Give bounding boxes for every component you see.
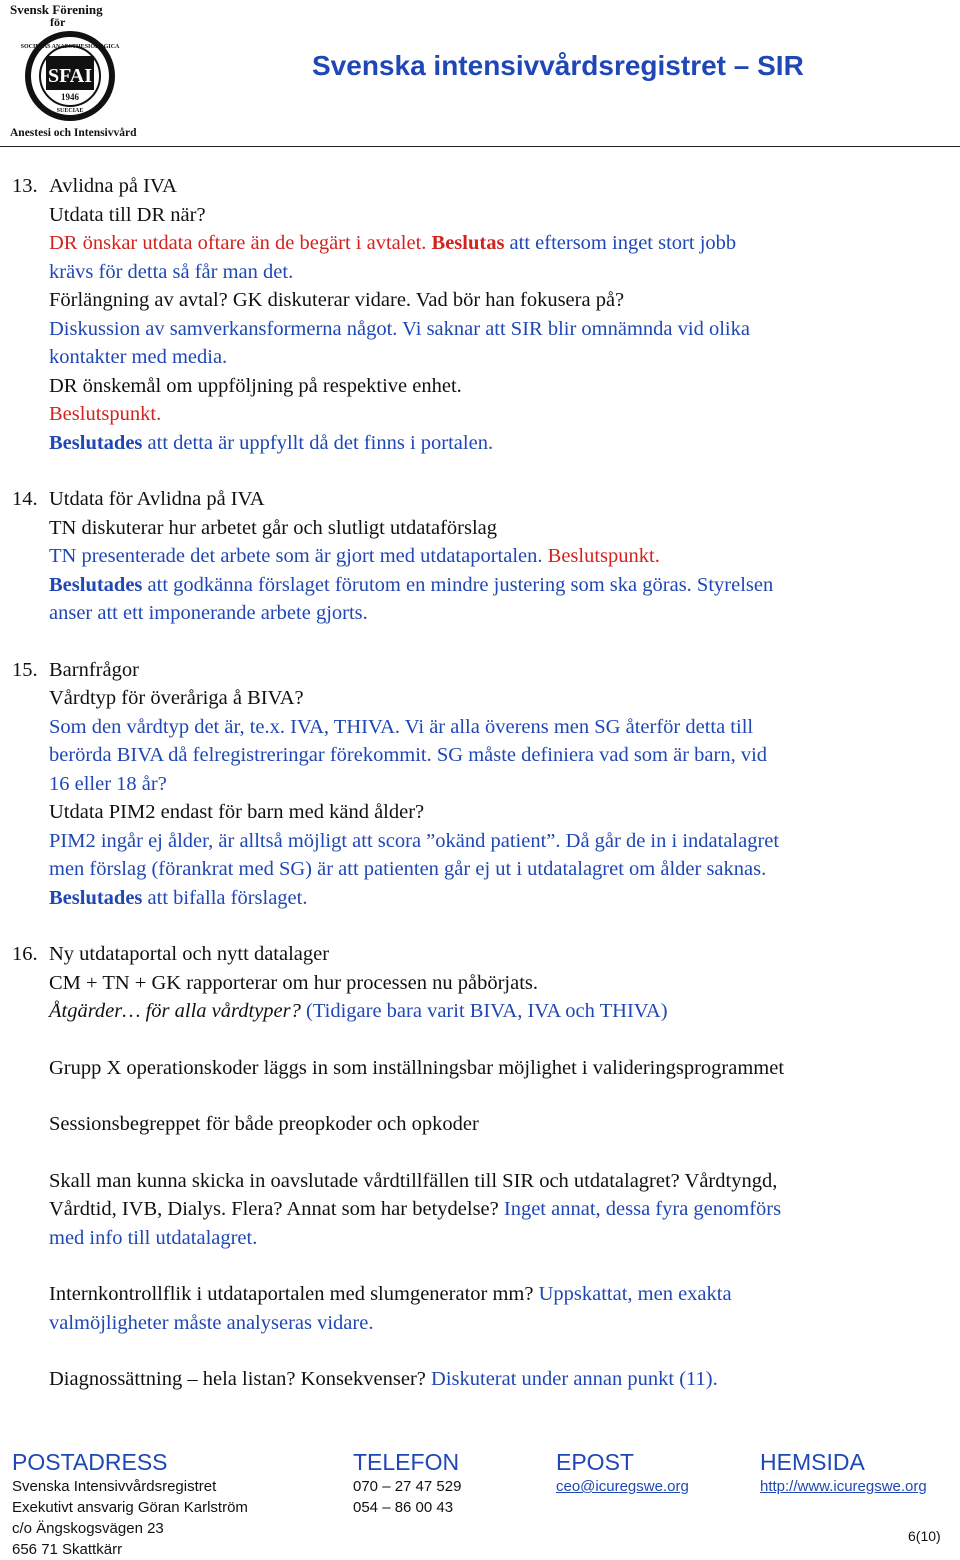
logo-letters: SFAI (47, 65, 93, 87)
text-segment: kontakter med media. (49, 346, 228, 368)
text-segment: med info till utdatalagret. (49, 1226, 258, 1249)
text-line (49, 1365, 960, 1394)
paragraph-gap (49, 1252, 960, 1280)
text-line (49, 286, 960, 315)
text-segment: Som den vårdtyp det är, te.x. IVA, THIVA. Vi är alla överens men SG återför detta till (49, 715, 754, 738)
text-segment: Beslutades (49, 886, 143, 909)
paragraph-gap (49, 1026, 960, 1054)
logo-ring-bottom: SUECIAE (56, 108, 84, 114)
footer-hemsida (760, 1448, 927, 1497)
text-line (49, 429, 960, 458)
text-line (49, 343, 960, 372)
text-segment: Beslutspunkt. (547, 545, 660, 567)
agenda-item-number: 14. (12, 488, 38, 510)
text-segment: Beslutas (431, 232, 505, 254)
text-segment: TN diskuterar hur arbetet går och slutligt utdataförslag (49, 516, 498, 539)
text-line (49, 940, 960, 969)
text-segment: Diskuterat under annan punkt (11). (431, 1368, 718, 1390)
text-line (49, 201, 960, 230)
text-segment: Inget annat, dessa fyra genomförs (503, 1198, 782, 1220)
text-segment: krävs för detta så får man det. (49, 260, 294, 283)
text-line (49, 258, 960, 287)
text-segment: men förslag (förankrat med SG) är att patienten går ej ut i utdatalagret om ålder saknas. (49, 858, 767, 880)
text-segment: Vårdtyp för överåriga å BIVA? (49, 687, 304, 709)
text-line (49, 571, 960, 600)
page-footer (0, 1448, 960, 1558)
text-line (49, 997, 960, 1026)
text-line (49, 1195, 960, 1224)
text-segment: Barnfrågor (49, 658, 139, 681)
text-line (49, 542, 960, 571)
text-line (49, 1224, 960, 1253)
text-segment: Diskussion av samverkansformerna något. Vi saknar att SIR blir omnämnda vid olika (49, 317, 750, 340)
footer-postadress-line: Svenska Intensivvårdsregistret (12, 1478, 217, 1495)
text-segment: att godkänna förslaget förutom en mindre justering som ska göras. Styrelsen (142, 573, 774, 596)
text-line (49, 855, 960, 884)
footer-postadress-line: 656 71 Skattkärr (12, 1541, 123, 1558)
footer-telefon (353, 1448, 461, 1518)
text-line (49, 713, 960, 742)
text-line (49, 798, 960, 827)
text-line (49, 884, 960, 913)
agenda-item-number: 15. (12, 658, 38, 681)
text-segment: Diagnossättning – hela listan? Konsekvenser? (49, 1368, 432, 1390)
text-line (49, 514, 960, 543)
text-segment: att bifalla förslaget. (142, 886, 308, 909)
footer-postadress (12, 1448, 248, 1560)
text-segment: valmöjligheter måste analyseras vidare. (49, 1311, 374, 1334)
agenda-item (0, 172, 960, 457)
text-line (49, 969, 960, 998)
logo-ring-top: SOCIETAS ANAESTHESIOLOGICA (20, 44, 120, 50)
text-line (49, 827, 960, 856)
text-segment: anser att ett imponerande arbete gjorts. (49, 602, 368, 624)
agenda-item-number: 13. (12, 175, 38, 197)
text-line (49, 1167, 960, 1196)
logo-text-top: Svensk Förening (10, 2, 103, 17)
footer-telefon-line: 070 – 27 47 529 (353, 1478, 462, 1495)
text-segment: Ny utdataportal och nytt datalager (49, 943, 330, 965)
page-title: Svenska intensivvårdsregistret – SIR (312, 50, 804, 81)
text-line (49, 1280, 960, 1309)
text-segment: Sessionsbegreppet för både preopkoder och opkoder (49, 1113, 479, 1135)
page-header (0, 0, 960, 142)
text-segment: Utdata för Avlidna på IVA (49, 488, 265, 510)
footer-postadress-heading: POSTADRESS (12, 1449, 168, 1475)
text-segment: 16 eller 18 år? (49, 772, 167, 795)
agenda-item-number: 16. (12, 943, 38, 965)
text-line (49, 770, 960, 799)
text-segment: Utdata till DR när? (49, 203, 206, 226)
footer-hemsida-heading: HEMSIDA (760, 1449, 865, 1475)
text-segment: Beslutspunkt. (49, 403, 162, 425)
paragraph-gap (49, 1139, 960, 1167)
text-segment: TN presenterade det arbete som är gjort med utdataportalen. (49, 545, 548, 567)
text-line (49, 485, 960, 514)
text-line (49, 372, 960, 401)
text-line (49, 315, 960, 344)
footer-telefon-line: 054 – 86 00 43 (353, 1499, 454, 1516)
text-segment: Avlidna på IVA (49, 175, 177, 197)
text-segment: Skall man kunna skicka in oavslutade vårdtillfällen till SIR och utdatalagret? Vårdtyngd, (49, 1169, 778, 1192)
footer-postadress-line: Exekutivt ansvarig Göran Karlström (12, 1499, 248, 1516)
agenda-item (0, 940, 960, 1394)
text-segment: Uppskattat, men exakta (538, 1283, 732, 1305)
logo-text-for: för (50, 15, 66, 29)
text-segment: Grupp X operationskoder läggs in som inställningsbar möjlighet i valideringsprogrammet (49, 1056, 785, 1079)
text-segment: Beslutades (49, 573, 143, 596)
text-line (49, 741, 960, 770)
text-segment: berörda BIVA då felregistreringar förekommit. SG måste definiera vad som är barn, vid (49, 744, 768, 766)
text-segment: att detta är uppfyllt då det finns i portalen. (142, 431, 494, 454)
logo-year: 1946 (61, 92, 79, 102)
text-segment: DR önskar utdata oftare än de begärt i avtalet. (49, 232, 432, 254)
text-line (49, 599, 960, 628)
footer-postadress-line: c/o Ängskogsvägen 23 (12, 1520, 164, 1537)
text-segment: Åtgärder… för alla vårdtyper? (49, 1000, 301, 1022)
agenda-item (0, 485, 960, 628)
text-line (49, 1054, 960, 1083)
footer-epost (556, 1448, 689, 1497)
sfai-logo (8, 0, 158, 140)
paragraph-gap (49, 1082, 960, 1110)
header-divider (0, 146, 960, 147)
logo-text-bottom: Anestesi och Intensivvård (10, 127, 137, 139)
text-line (49, 1110, 960, 1139)
text-segment: Internkontrollflik i utdataportalen med slumgenerator mm? (49, 1283, 539, 1305)
text-line (49, 229, 960, 258)
text-line (49, 656, 960, 685)
text-segment: att eftersom inget stort jobb (504, 232, 737, 254)
footer-website-link[interactable]: http://www.icuregswe.org (760, 1478, 927, 1495)
paragraph-gap (49, 1337, 960, 1365)
text-segment: (Tidigare bara varit BIVA, IVA och THIVA) (300, 1000, 668, 1022)
text-segment: Beslutades (49, 431, 143, 454)
text-line (49, 400, 960, 429)
text-segment: CM + TN + GK rapporterar om hur processen nu påbörjats. (49, 971, 539, 994)
footer-telefon-heading: TELEFON (353, 1449, 460, 1475)
text-segment: DR önskemål om uppföljning på respektive enhet. (49, 374, 462, 397)
text-line (49, 1309, 960, 1338)
agenda-item (0, 656, 960, 913)
text-segment: PIM2 ingår ej ålder, är alltså möjligt att scora ”okänd patient”. Då går de in i indatalagret (49, 829, 780, 852)
footer-email-link[interactable]: ceo@icuregswe.org (556, 1478, 689, 1495)
page-number: 6(10) (908, 1528, 941, 1544)
footer-epost-heading: EPOST (556, 1449, 634, 1475)
text-line (49, 172, 960, 201)
minutes-content (0, 172, 960, 1422)
text-segment: Förlängning av avtal? GK diskuterar vidare. Vad bör han fokusera på? (49, 289, 625, 311)
text-line (49, 684, 960, 713)
text-segment: Vårdtid, IVB, Dialys. Flera? Annat som har betydelse? (49, 1198, 504, 1220)
text-segment: Utdata PIM2 endast för barn med känd ålder? (49, 801, 425, 823)
